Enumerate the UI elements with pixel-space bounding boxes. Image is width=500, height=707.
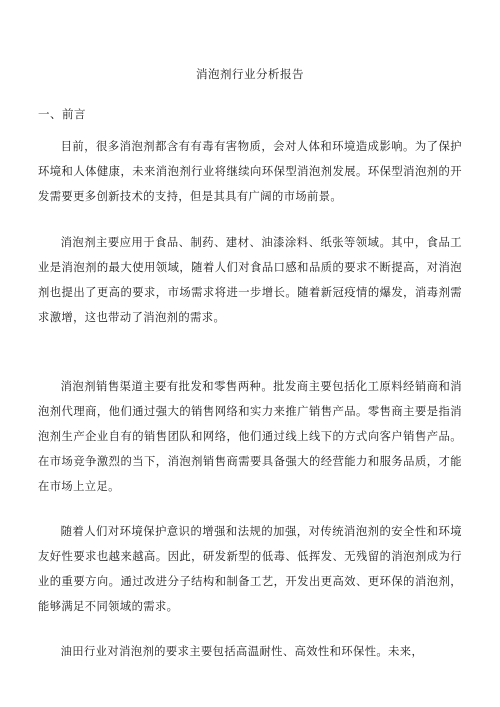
paragraph-regulation-rd [38, 519, 462, 619]
document-title: 消泡剂行业分析报告 [196, 67, 304, 81]
paragraph-sales-channels [38, 374, 462, 499]
paragraph-text: 目前，很多消泡剂都含有有毒有害物质，会对人体和环境造成影响。为了保护环境和人体健康，未来消泡剂行业将继续向环保型消泡剂发展。环保型消泡剂的开发需要更多创新技术的支持，但是其具有广阔的市场前景。 [38, 140, 462, 203]
paragraph-text: 消泡剂主要应用于食品、制药、建材、油漆涂料、纸张等领域。其中，食品工业是消泡剂的最大使用领域，随着人们对食品口感和品质的要求不断提高，对消泡剂也提出了更高的要求，市场需求将进一步增长。随着新冠疫情的爆发，消毒剂需求激增，这也带动了消泡剂的需求。 [38, 236, 462, 324]
paragraph-text: 消泡剂销售渠道主要有批发和零售两种。批发商主要包括化工原料经销商和消泡剂代理商，他们通过强大的销售网络和实力来推广销售产品。零售商主要是指消泡剂生产企业自有的销售团队和网络，他们通过线上线下的方式向客户销售产品。在市场竞争激烈的当下，消泡剂销售商需要具备强大的经营能力和服务品质，才能在市场上立足。 [38, 380, 462, 493]
paragraph-applications [38, 230, 462, 330]
paragraph-environmental-trend [38, 134, 462, 209]
paragraph-oilfield [38, 639, 462, 664]
paragraph-text: 随着人们对环境保护意识的增强和法规的加强，对传统消泡剂的安全性和环境友好性要求也越来越高。因此，研发新型的低毒、低挥发、无残留的消泡剂成为行业的重要方向。通过改进分子结构和制备工艺，开发出更高效、更环保的消泡剂，能够满足不同领域的需求。 [38, 525, 462, 613]
section-heading-preface: 一、前言 [38, 107, 86, 121]
paragraph-text: 油田行业对消泡剂的要求主要包括高温耐性、高效性和环保性。未来， [60, 645, 424, 658]
